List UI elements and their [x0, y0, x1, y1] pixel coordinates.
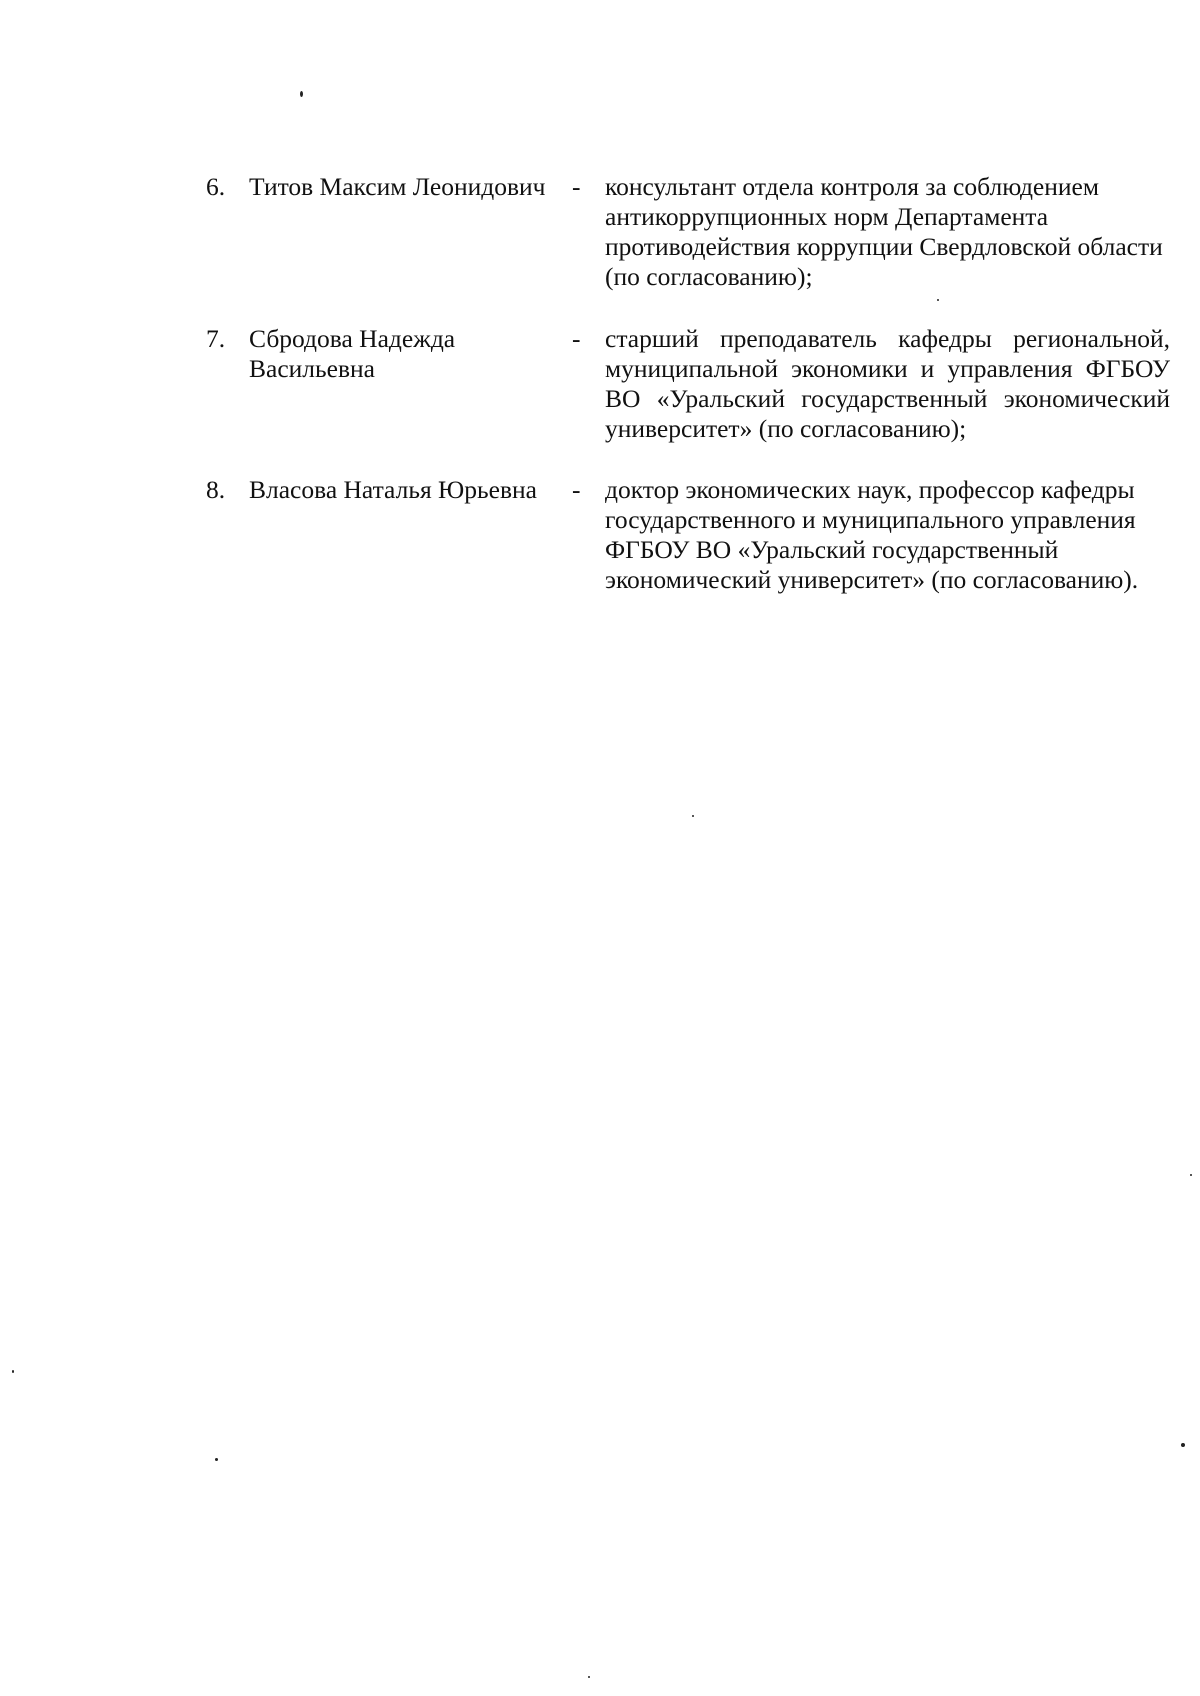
member-number: 7. [206, 324, 226, 353]
scan-speck [588, 1676, 590, 1678]
member-position: старший преподаватель кафедры региональной, муниципальной экономики и управления ФГБОУ ВО «Уральский государственный экономический университет» (по согласованию); [605, 324, 1170, 443]
member-name: Власова Наталья Юрьевна [249, 475, 537, 504]
member-dash: - [572, 324, 581, 353]
member-position: доктор экономических наук, профессор кафедры государственного и муниципального управления ФГБОУ ВО «Уральский государственный экономический университет» (по согласованию). [605, 475, 1139, 594]
scan-speck [1181, 1443, 1185, 1447]
member-name: Сбродова Надежда Васильевна [249, 324, 456, 383]
scan-speck [215, 1458, 218, 1461]
scan-speck [12, 1370, 14, 1373]
scan-speck [937, 299, 939, 301]
member-dash: - [572, 475, 581, 504]
member-number: 8. [206, 475, 226, 504]
scan-speck [1190, 1174, 1192, 1176]
scan-speck [692, 815, 694, 817]
scan-speck [300, 91, 303, 97]
member-name: Титов Максим Леонидович [249, 172, 546, 201]
member-dash: - [572, 172, 581, 201]
member-position: консультант отдела контроля за соблюдением антикоррупционных норм Департамента противодействия коррупции Свердловской области (по согласованию); [605, 172, 1163, 291]
member-number: 6. [206, 172, 226, 201]
